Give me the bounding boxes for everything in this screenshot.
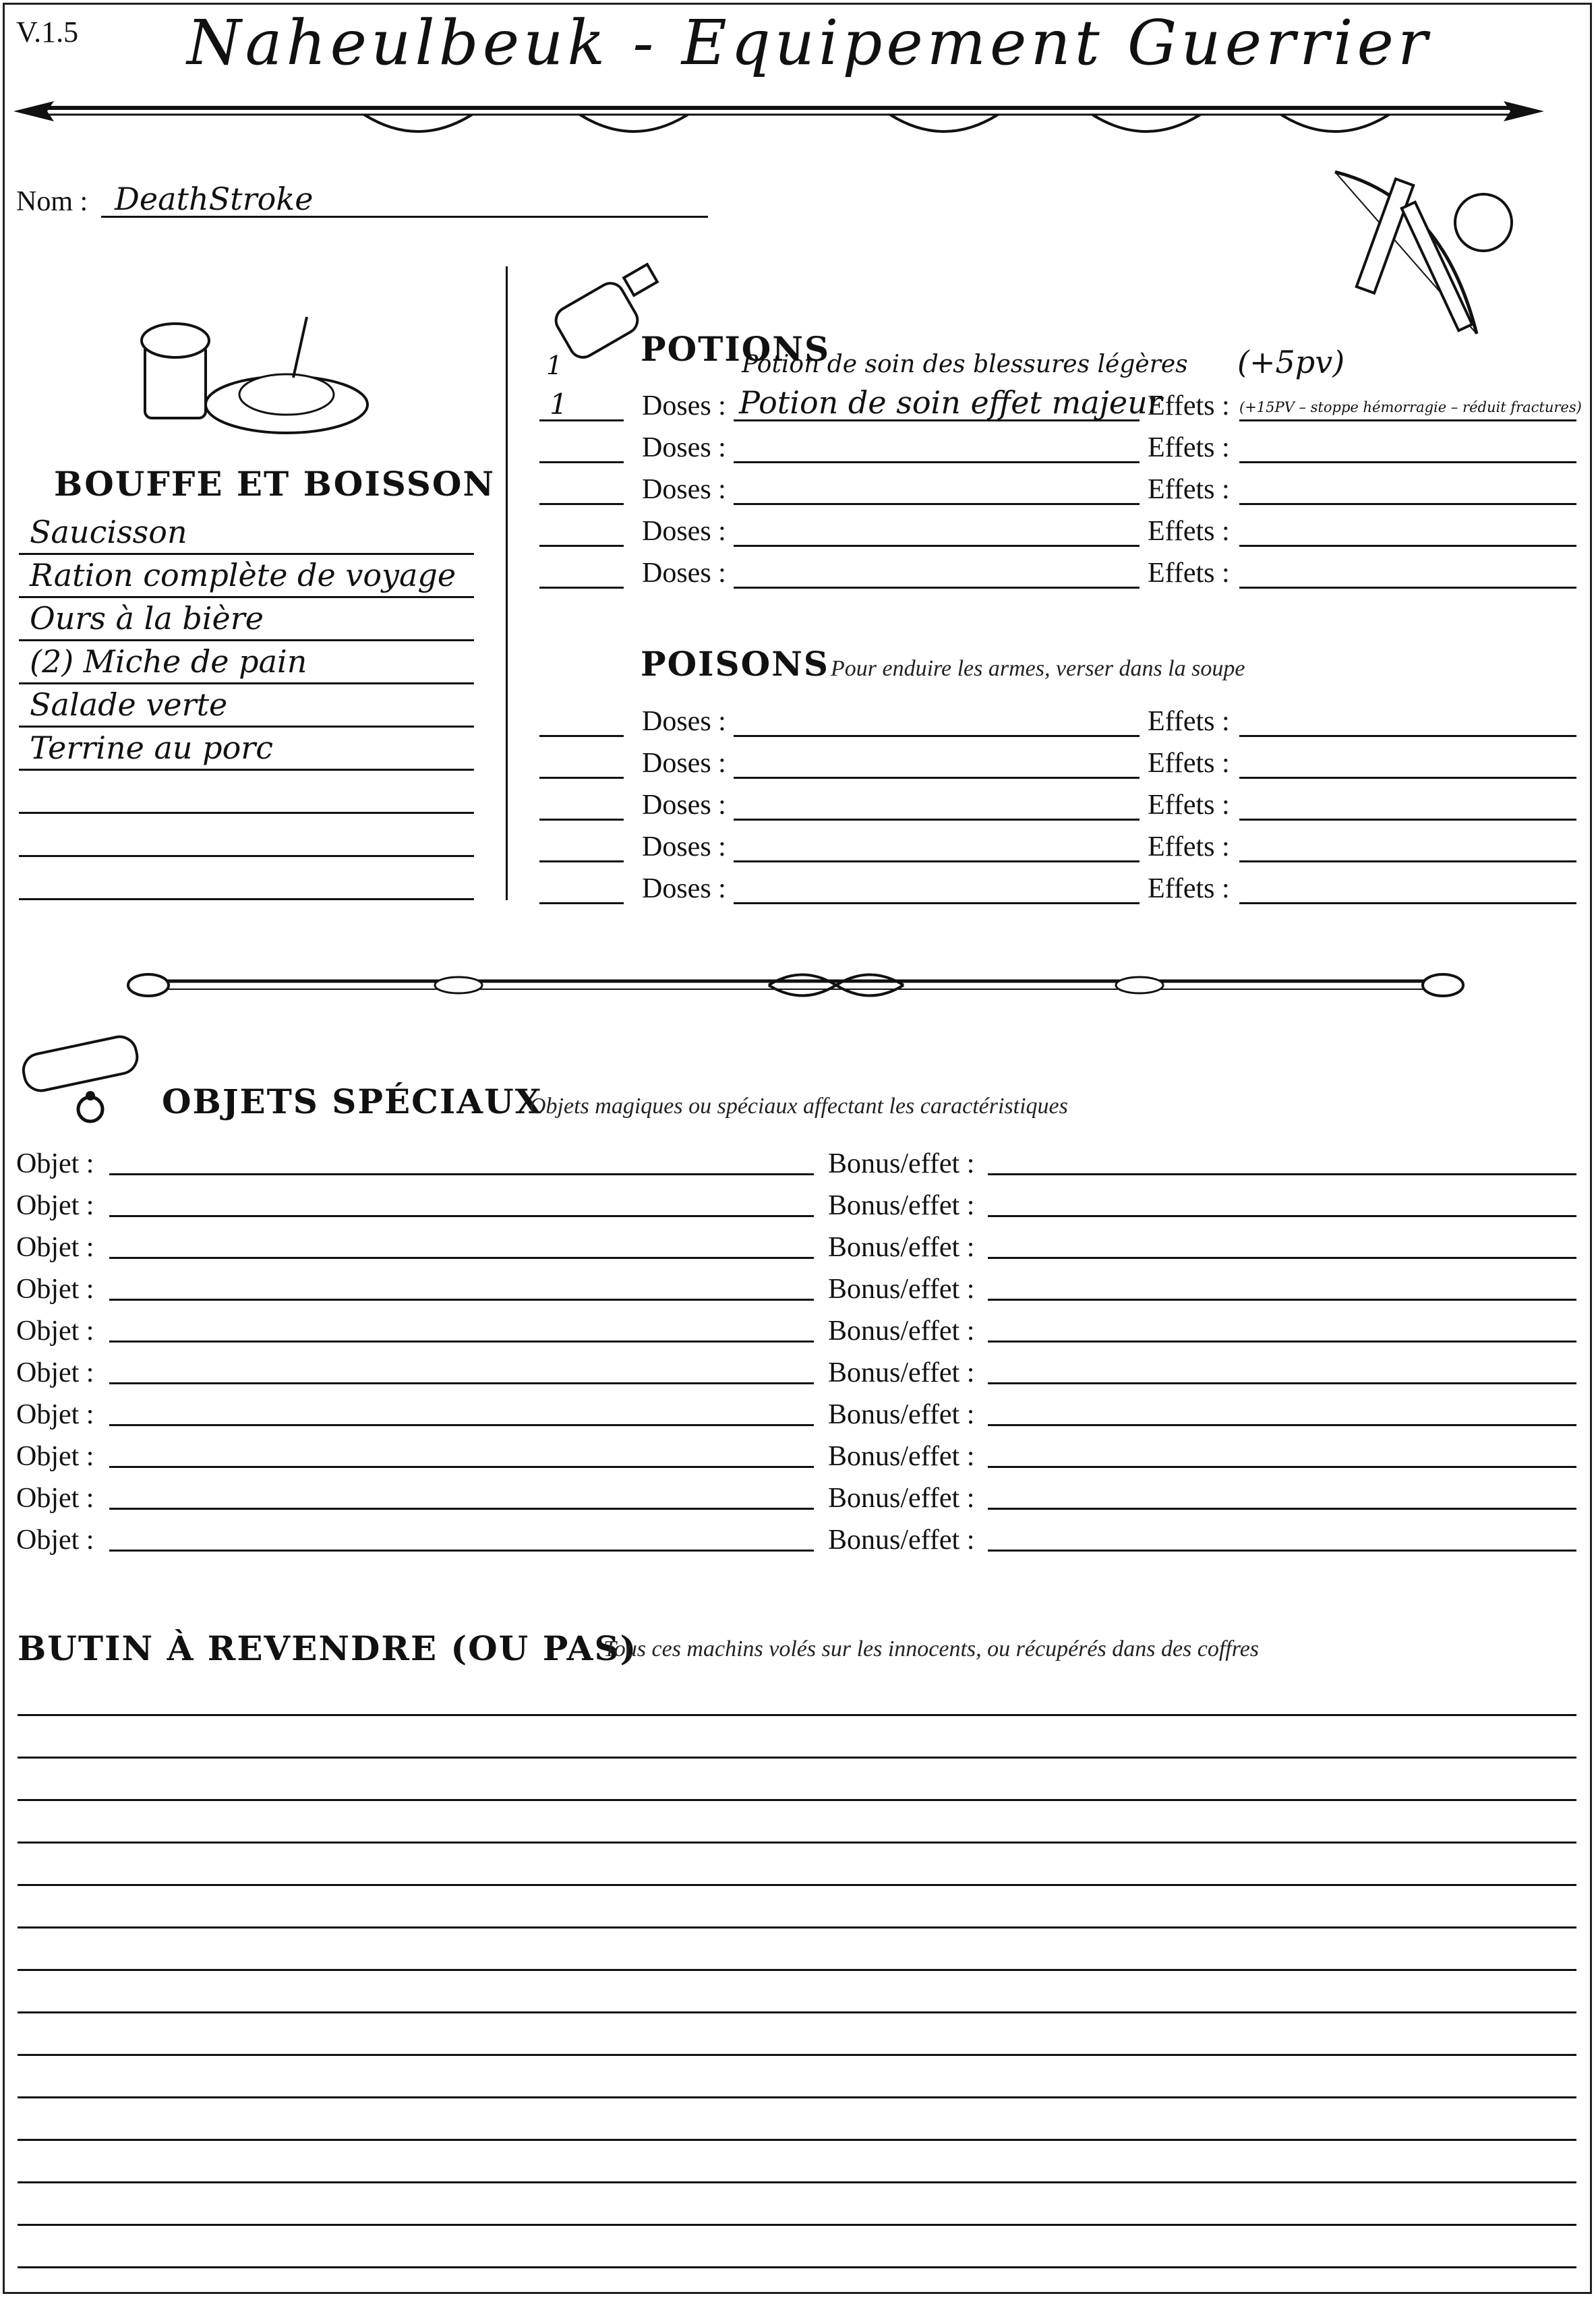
object-line[interactable] — [109, 1173, 814, 1175]
scroll-ring-icon — [16, 1025, 151, 1133]
poison-effect-line — [1239, 777, 1576, 779]
qty-line — [539, 503, 624, 505]
poisons-subtitle: Pour enduire les armes, verser dans la soupe — [831, 656, 1245, 681]
potion-name-line — [734, 587, 1140, 589]
loot-line[interactable] — [18, 2096, 1576, 2098]
object-label: Objet : — [16, 1190, 94, 1221]
object-label: Objet : — [16, 1274, 94, 1305]
poison-effect-line — [1239, 902, 1576, 904]
bonus-line[interactable] — [988, 1508, 1576, 1510]
weapons-icon — [1322, 158, 1524, 341]
staff-divider-icon — [128, 961, 1463, 1008]
list-item — [19, 812, 474, 814]
page-title: Naheulbeuk - Equipement Guerrier — [187, 7, 1431, 79]
bonus-line[interactable] — [988, 1257, 1576, 1259]
potion-name[interactable]: Potion de soin effet majeur — [739, 384, 1162, 421]
potions-heading: POTIONS — [641, 329, 831, 369]
object-line[interactable] — [109, 1215, 814, 1217]
effects-label: Effets : — [1148, 474, 1230, 505]
poison-name-line — [734, 902, 1140, 904]
qty-line — [539, 860, 624, 862]
loot-line[interactable] — [18, 2266, 1576, 2268]
doses-label: Doses : — [642, 516, 726, 547]
bonus-line[interactable] — [988, 1173, 1576, 1175]
bonus-label: Bonus/effet : — [828, 1232, 975, 1263]
spear-divider-icon — [13, 88, 1544, 148]
bonus-label: Bonus/effet : — [828, 1525, 975, 1556]
bonus-label: Bonus/effet : — [828, 1190, 975, 1221]
food-item[interactable]: Saucisson — [30, 514, 187, 550]
loot-line[interactable] — [18, 1842, 1576, 1844]
bonus-label: Bonus/effet : — [828, 1148, 975, 1179]
bonus-label: Bonus/effet : — [828, 1441, 975, 1472]
poison-name-line — [734, 735, 1140, 737]
bonus-line[interactable] — [988, 1550, 1576, 1552]
list-item — [19, 898, 474, 900]
effects-label: Effets : — [1148, 390, 1230, 421]
food-item[interactable]: Ration complète de voyage — [30, 557, 456, 593]
object-line[interactable] — [109, 1424, 814, 1426]
object-label: Objet : — [16, 1148, 94, 1179]
qty-line — [539, 735, 624, 737]
qty-line — [539, 545, 624, 547]
object-label: Objet : — [16, 1316, 94, 1347]
object-label: Objet : — [16, 1357, 94, 1388]
object-line[interactable] — [109, 1382, 814, 1384]
food-item[interactable]: Salade verte — [30, 686, 228, 723]
special-subtitle: Objets magiques ou spéciaux affectant les caractéristiques — [529, 1094, 1068, 1119]
special-heading: OBJETS SPÉCIAUX — [162, 1082, 543, 1121]
poison-name-line — [734, 860, 1140, 862]
effects-label: Effets : — [1148, 831, 1230, 862]
object-line[interactable] — [109, 1340, 814, 1343]
doses-label: Doses : — [642, 432, 726, 463]
loot-line[interactable] — [18, 2139, 1576, 2141]
doses-label: Doses : — [642, 474, 726, 505]
qty-line — [539, 587, 624, 589]
doses-label: Doses : — [642, 706, 726, 737]
name-label: Nom : — [16, 186, 88, 217]
potion-effect-line — [1239, 587, 1576, 589]
loot-subtitle: Tous ces machins volés sur les innocents, ou récupérés dans des coffres — [603, 1637, 1260, 1661]
list-item — [19, 769, 474, 771]
potion-name-line — [734, 545, 1140, 547]
loot-line[interactable] — [18, 2224, 1576, 2226]
list-item — [19, 553, 474, 555]
bonus-line[interactable] — [988, 1466, 1576, 1468]
potion-effect-line — [1239, 503, 1576, 505]
qty-line — [539, 819, 624, 821]
potion-effect-line — [1239, 545, 1576, 547]
poison-effect-line — [1239, 735, 1576, 737]
bonus-label: Bonus/effet : — [828, 1316, 975, 1347]
poison-name-line — [734, 777, 1140, 779]
effects-label: Effets : — [1148, 432, 1230, 463]
food-icon — [138, 303, 367, 438]
loot-line[interactable] — [18, 2011, 1576, 2013]
effects-label: Effets : — [1148, 873, 1230, 904]
qty-line — [539, 461, 624, 463]
loot-line[interactable] — [18, 1969, 1576, 1971]
doses-label: Doses : — [642, 748, 726, 779]
loot-line[interactable] — [18, 1714, 1576, 1716]
list-item — [19, 855, 474, 857]
object-label: Objet : — [16, 1525, 94, 1556]
list-item — [19, 596, 474, 598]
effects-label: Effets : — [1148, 748, 1230, 779]
loot-line[interactable] — [18, 1884, 1576, 1886]
bonus-line[interactable] — [988, 1215, 1576, 1217]
doses-label: Doses : — [642, 558, 726, 589]
object-label: Objet : — [16, 1399, 94, 1430]
doses-label: Doses : — [642, 390, 726, 421]
name-field[interactable]: DeathStroke — [115, 181, 314, 217]
loot-line[interactable] — [18, 1926, 1576, 1928]
list-item — [19, 726, 474, 728]
bonus-label: Bonus/effet : — [828, 1483, 975, 1514]
list-item — [19, 682, 474, 684]
poisons-heading: POISONS — [641, 644, 830, 684]
food-item[interactable]: Terrine au porc — [30, 730, 274, 766]
qty-line — [539, 902, 624, 904]
bonus-label: Bonus/effet : — [828, 1274, 975, 1305]
effects-label: Effets : — [1148, 558, 1230, 589]
column-divider — [506, 266, 508, 900]
object-line[interactable] — [109, 1508, 814, 1510]
bonus-label: Bonus/effet : — [828, 1399, 975, 1430]
loot-heading: BUTIN À REVENDRE (OU PAS) — [18, 1628, 638, 1668]
effects-label: Effets : — [1148, 516, 1230, 547]
qty-line — [539, 419, 624, 421]
potion-qty[interactable]: 1 — [546, 351, 563, 380]
object-label: Objet : — [16, 1483, 94, 1514]
object-line[interactable] — [109, 1257, 814, 1259]
object-label: Objet : — [16, 1441, 94, 1472]
loot-line[interactable] — [18, 2181, 1576, 2183]
bonus-label: Bonus/effet : — [828, 1357, 975, 1388]
food-heading: BOUFFE ET BOISSON — [54, 464, 496, 504]
food-item[interactable]: (2) Miche de pain — [30, 643, 307, 680]
food-item[interactable]: Ours à la bière — [30, 600, 264, 637]
loot-line[interactable] — [18, 1757, 1576, 1759]
doses-label: Doses : — [642, 790, 726, 821]
list-item — [19, 639, 474, 641]
bonus-line[interactable] — [988, 1382, 1576, 1384]
effects-label: Effets : — [1148, 706, 1230, 737]
potion-effect[interactable]: (+5pv) — [1237, 344, 1345, 380]
potion-effect-line — [1239, 419, 1576, 421]
version-label: V.1.5 — [16, 16, 79, 49]
loot-line[interactable] — [18, 1799, 1576, 1801]
poison-effect-line — [1239, 819, 1576, 821]
object-line[interactable] — [109, 1299, 814, 1301]
potion-name-line — [734, 461, 1140, 463]
effects-label: Effets : — [1148, 790, 1230, 821]
loot-line[interactable] — [18, 2054, 1576, 2056]
bonus-line[interactable] — [988, 1299, 1576, 1301]
potion-effect[interactable]: (+15PV – stoppe hémorragie – réduit fractures) — [1239, 399, 1582, 415]
bonus-line[interactable] — [988, 1340, 1576, 1343]
doses-label: Doses : — [642, 873, 726, 904]
poison-effect-line — [1239, 860, 1576, 862]
potion-qty[interactable]: 1 — [550, 388, 568, 421]
object-label: Objet : — [16, 1232, 94, 1263]
potion-effect-line — [1239, 461, 1576, 463]
poison-name-line — [734, 819, 1140, 821]
potion-name-line — [734, 503, 1140, 505]
potion-name[interactable]: Potion de soin des blessures légères — [742, 351, 1188, 378]
object-line[interactable] — [109, 1466, 814, 1468]
bonus-line[interactable] — [988, 1424, 1576, 1426]
qty-line — [539, 777, 624, 779]
object-line[interactable] — [109, 1550, 814, 1552]
doses-label: Doses : — [642, 831, 726, 862]
